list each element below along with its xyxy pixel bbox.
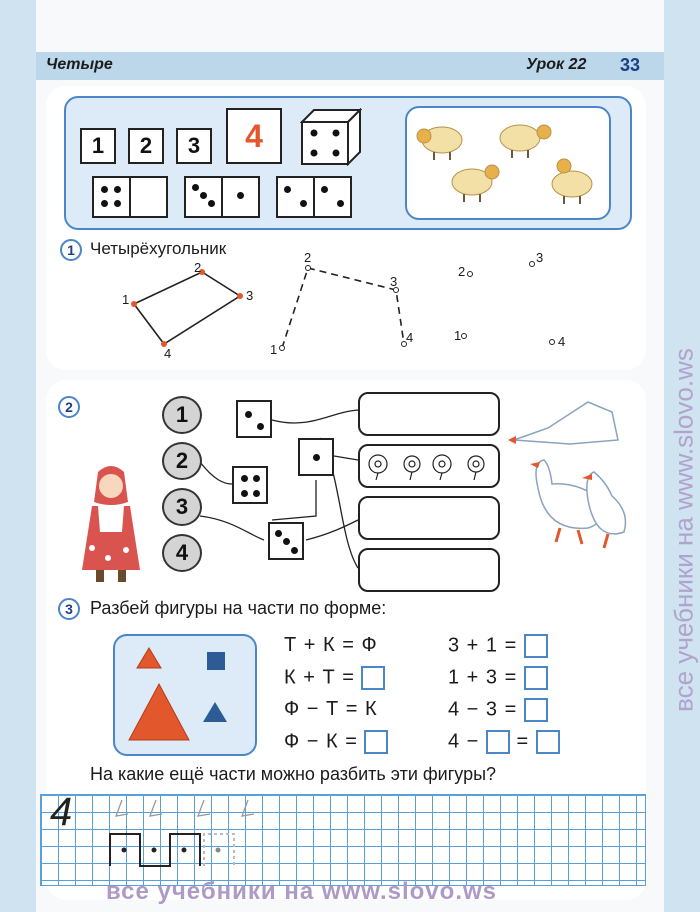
dice-card-1	[298, 438, 334, 476]
task-1-number: 1	[60, 239, 82, 261]
fig3-label-3: 3	[536, 250, 544, 265]
answer-box-1[interactable]	[358, 392, 500, 436]
fig3-label-1: 1	[454, 328, 462, 343]
dice-card-2	[236, 400, 272, 438]
number-card-2: 2	[128, 128, 164, 164]
oval-4: 4	[162, 534, 202, 572]
answer-square[interactable]	[364, 730, 388, 754]
task-2-number: 2	[58, 396, 80, 418]
fig1-label-4: 4	[164, 346, 172, 361]
triangle-square-shapes	[113, 634, 253, 752]
fig2-label-2: 2	[304, 250, 312, 265]
task-1-title: Четырёхугольник	[90, 239, 227, 258]
fig1-label-2: 2	[194, 260, 202, 275]
dice-card-4	[232, 466, 268, 504]
equation-right-2: 1 + 3 =	[448, 666, 548, 690]
equation-left-3: Ф − Т = К	[284, 698, 378, 720]
fig2-label-3: 3	[390, 274, 398, 289]
fig1-label-1: 1	[122, 292, 130, 307]
fig2-label-1: 1	[270, 342, 278, 357]
equation-left-1: Т + К = Ф	[284, 634, 378, 656]
oval-2: 2	[162, 442, 202, 480]
oval-1: 1	[162, 396, 202, 434]
answer-square[interactable]	[536, 730, 560, 754]
task-3-number: 3	[58, 598, 80, 620]
number-card-3: 3	[176, 128, 212, 164]
answer-square[interactable]	[524, 634, 548, 658]
equation-left-2: К + Т =	[284, 666, 385, 690]
fig2-label-4: 4	[406, 330, 414, 345]
flower-icon	[364, 450, 494, 482]
girl-icon	[78, 462, 144, 584]
page-topic: Четыре	[46, 56, 113, 73]
answer-square[interactable]	[361, 666, 385, 690]
equation-left-4: Ф − К =	[284, 730, 388, 754]
answer-box-4[interactable]	[358, 548, 500, 592]
side-watermark: все учебники на www.slovo.ws	[668, 348, 699, 712]
page-number: 33	[620, 55, 641, 75]
lesson-title: Урок 22	[526, 56, 587, 73]
geese-icon	[508, 392, 630, 552]
fig3-label-2: 2	[458, 264, 466, 279]
answer-box-3[interactable]	[358, 496, 500, 540]
number-card-4: 4	[226, 108, 282, 164]
digit-sample: 4	[50, 790, 73, 834]
oval-3: 3	[162, 488, 202, 526]
equation-right-3: 4 − 3 =	[448, 698, 548, 722]
answer-square[interactable]	[524, 666, 548, 690]
task-3-title: Разбей фигуры на части по форме:	[90, 598, 387, 618]
footer-watermark: все учебники на www.slovo.ws	[106, 878, 497, 905]
equation-right-4: 4 − =	[448, 730, 560, 754]
equation-right-1: 3 + 1 =	[448, 634, 548, 658]
number-card-1: 1	[80, 128, 116, 164]
fig1-label-3: 3	[246, 288, 254, 303]
answer-square[interactable]	[486, 730, 510, 754]
task-3-question: На какие ещё части можно разбить эти фигуры?	[90, 764, 497, 784]
answer-square[interactable]	[524, 698, 548, 722]
dice-card-3	[268, 522, 304, 560]
fig3-label-4: 4	[558, 334, 566, 349]
copy-pattern	[100, 794, 280, 884]
